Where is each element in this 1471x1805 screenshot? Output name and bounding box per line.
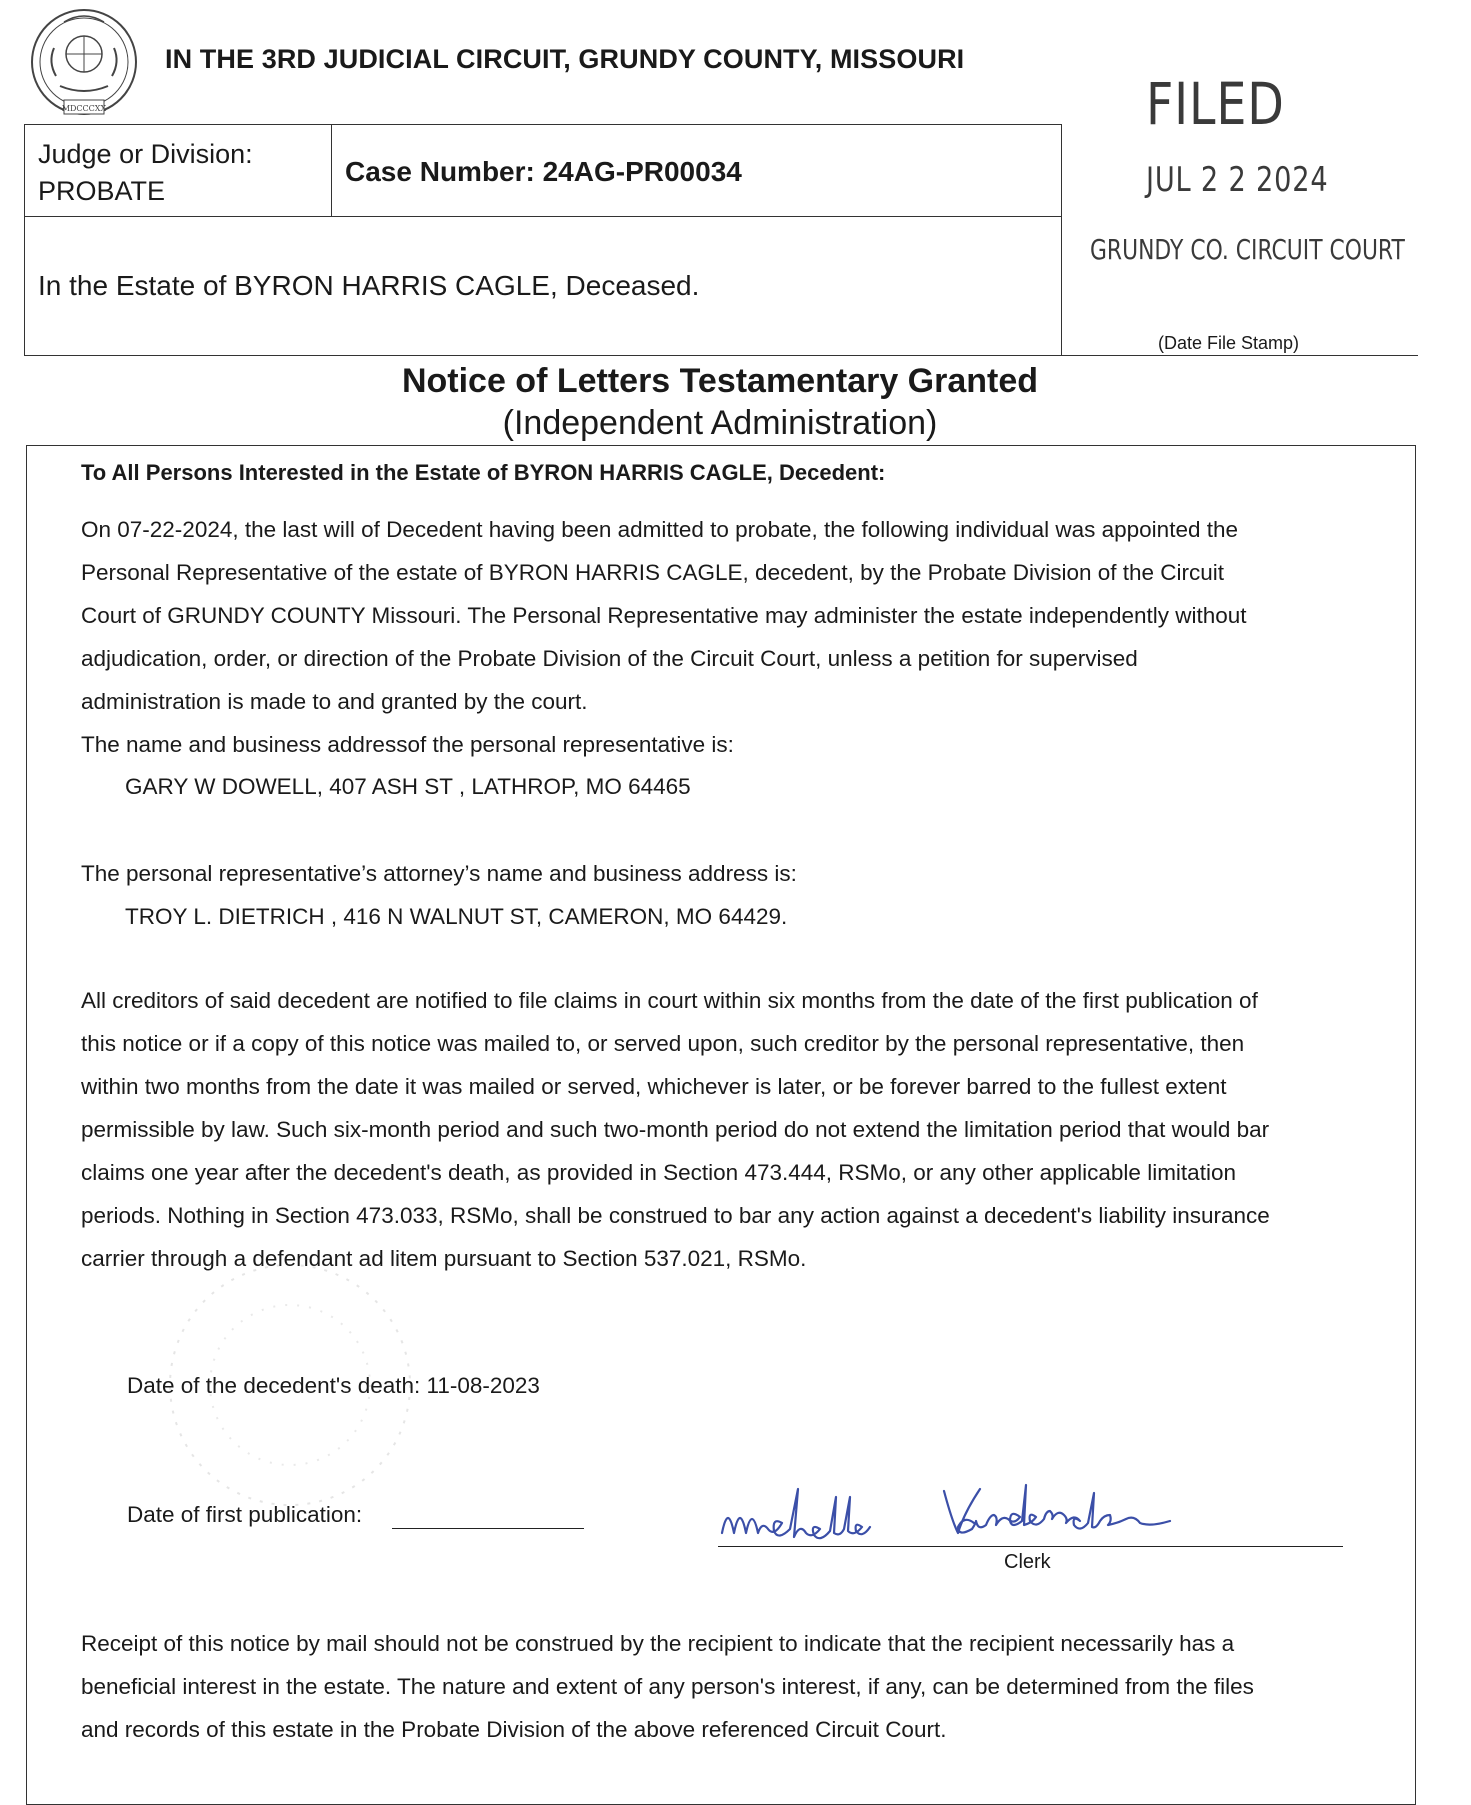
paragraph-line: beneficial interest in the estate. The nature and extent of any person's interest, if any, can be determined from the files: [81, 1674, 1254, 1699]
filed-stamp-date: JUL 2 2 2024: [1146, 160, 1329, 200]
paragraph-line: All creditors of said decedent are notified to file claims in court within six months from the date of the first publication of: [81, 988, 1258, 1013]
judge-division-cell: [38, 136, 253, 210]
estate-caption: In the Estate of BYRON HARRIS CAGLE, Deceased.: [38, 270, 700, 301]
paragraph-line: within two months from the date it was mailed or served, whichever is later, or be forever barred to the fullest extent: [81, 1074, 1227, 1099]
appointment-paragraph: [81, 508, 1421, 766]
case-number: Case Number: 24AG-PR00034: [345, 156, 742, 187]
attorney-label-text: The personal representative’s attorney’s name and business address is:: [81, 861, 797, 886]
paragraph-line: permissible by law. Such six-month period and such two-month period do not extend the limitation period that would bar: [81, 1117, 1270, 1142]
svg-text:MDCCCXX: MDCCCXX: [61, 104, 107, 113]
paragraph-line: On 07-22-2024, the last will of Decedent having been admitted to probate, the following individual was appointed the: [81, 517, 1239, 542]
caption-top-border: [24, 124, 1061, 125]
date-of-death: Date of the decedent's death: 11-08-2023: [127, 1373, 540, 1398]
missouri-state-seal-icon: [24, 4, 144, 122]
caption-bottom-border: [24, 355, 1418, 356]
caption-right-border: [1061, 124, 1062, 355]
date-file-stamp-label: (Date File Stamp): [1158, 333, 1300, 353]
filed-stamp: FILED: [1146, 70, 1285, 138]
creditors-paragraph: [81, 979, 1421, 1280]
paragraph-line: carrier through a defendant ad litem pursuant to Section 537.021, RSMo.: [81, 1246, 807, 1271]
receipt-paragraph: [81, 1622, 1421, 1751]
rep-label: The name and business addressof the personal representative is:: [81, 732, 734, 757]
paragraph-line: Receipt of this notice by mail should not be construed by the recipient to indicate that the recipient necessarily has a: [81, 1631, 1235, 1656]
paragraph-line: Court of GRUNDY COUNTY Missouri. The Personal Representative may administer the estate independently without: [81, 603, 1247, 628]
attorney-address: TROY L. DIETRICH , 416 N WALNUT ST, CAMERON, MO 64429.: [125, 904, 788, 929]
notice-subtitle: (Independent Administration): [502, 404, 938, 442]
attorney-label: [81, 852, 1421, 895]
judge-division-label: Judge or Division:: [38, 139, 253, 169]
caption-divider: [331, 124, 332, 216]
signature-line: [718, 1546, 1343, 1547]
caption-left-border: [24, 124, 25, 355]
paragraph-line: adjudication, order, or direction of the Probate Division of the Circuit Court, unless a petition for supervised: [81, 646, 1138, 671]
salutation: To All Persons Interested in the Estate of BYRON HARRIS CAGLE, Decedent:: [81, 460, 886, 485]
court-title: IN THE 3RD JUDICIAL CIRCUIT, GRUNDY COUNTY, MISSOURI: [165, 44, 965, 74]
first-publication-blank: [392, 1528, 584, 1529]
judge-division-value: PROBATE: [38, 176, 166, 206]
rep-address: GARY W DOWELL, 407 ASH ST , LATHROP, MO 64465: [125, 774, 691, 799]
paragraph-line: periods. Nothing in Section 473.033, RSMo, shall be construed to bar any action against a decedent's liability insurance: [81, 1203, 1270, 1228]
paragraph-line: Personal Representative of the estate of BYRON HARRIS CAGLE, decedent, by the Probate Division of the Circuit: [81, 560, 1225, 585]
clerk-signature: [718, 1475, 1258, 1553]
caption-mid-border: [24, 216, 1061, 217]
first-publication-label: Date of first publication:: [127, 1502, 363, 1527]
paragraph-line: claims one year after the decedent's death, as provided in Section 473.444, RSMo, or any other applicable limitation: [81, 1160, 1236, 1185]
clerk-label: Clerk: [1004, 1551, 1051, 1573]
paragraph-line: and records of this estate in the Probate Division of the above referenced Circuit Court.: [81, 1717, 947, 1742]
paragraph-line: administration is made to and granted by the court.: [81, 689, 588, 714]
filed-stamp-court: GRUNDY CO. CIRCUIT COURT: [1090, 233, 1405, 266]
paragraph-line: this notice or if a copy of this notice was mailed to, or served upon, such creditor by the personal representative, then: [81, 1031, 1245, 1056]
notice-title: Notice of Letters Testamentary Granted: [401, 362, 1039, 400]
